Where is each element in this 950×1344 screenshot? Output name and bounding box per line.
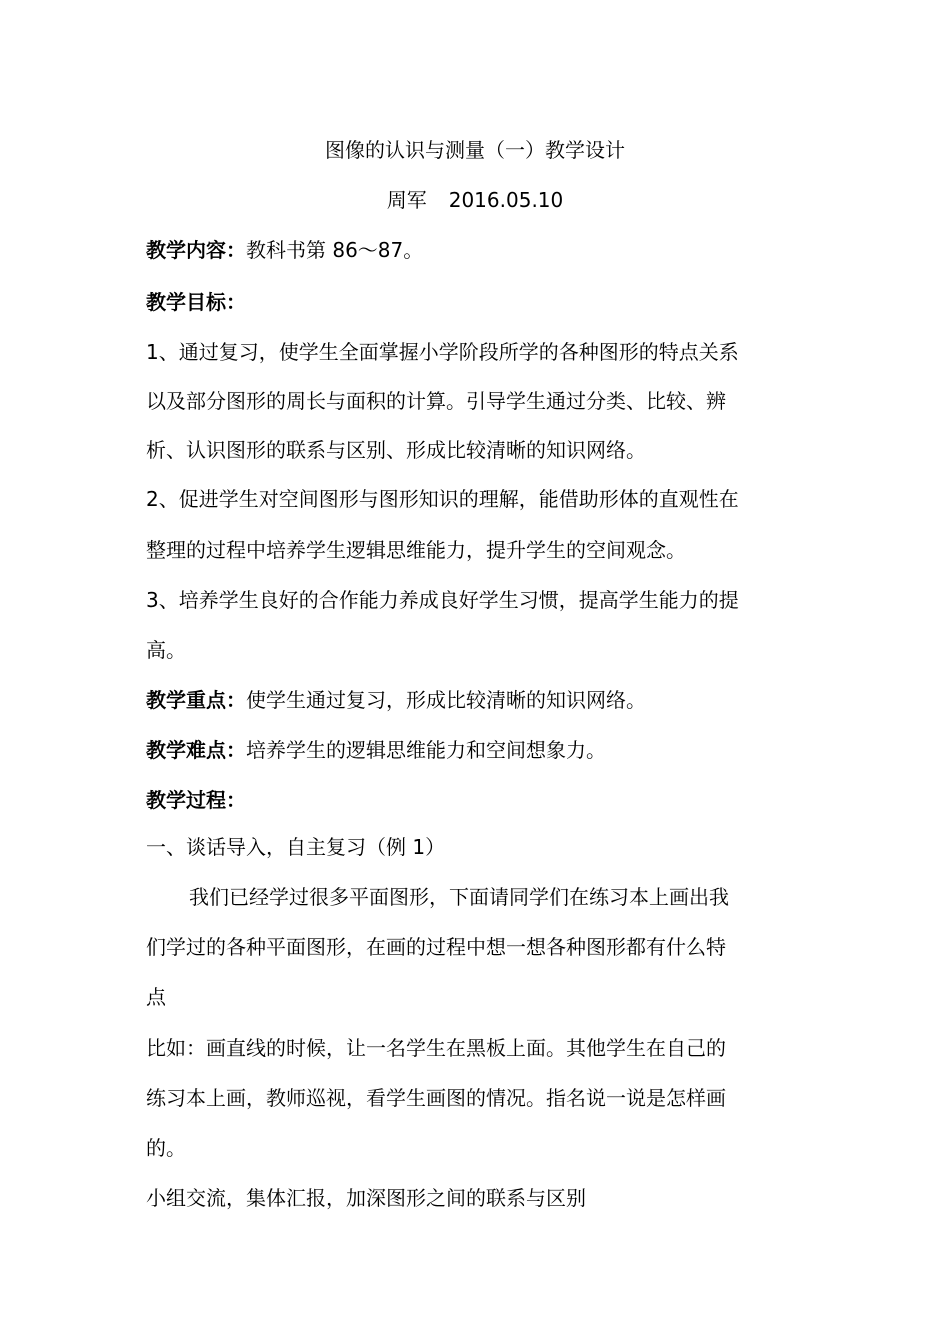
teaching-goals-label: 教学目标： <box>146 290 246 314</box>
process-line: 点 <box>146 985 166 1009</box>
goal-line: 高。 <box>146 638 186 662</box>
process-line: 我们已经学过很多平面图形，下面请同学们在练习本上画出我 <box>189 885 729 909</box>
teaching-content <box>146 236 816 264</box>
process-line: 小组交流，集体汇报，加深图形之间的联系与区别 <box>146 1186 586 1210</box>
teaching-difficulty-label: 教学难点： <box>146 738 246 762</box>
teaching-process-label: 教学过程： <box>146 788 246 812</box>
teaching-difficulty-text: 培养学生的逻辑思维能力和空间想象力。 <box>246 738 606 762</box>
goal-line: 3、培养学生良好的合作能力养成良好学生习惯，提高学生能力的提 <box>146 588 739 612</box>
author-date-line <box>0 186 950 214</box>
teaching-focus <box>146 686 816 714</box>
process-line: 比如：画直线的时候，让一名学生在黑板上面。其他学生在自己的 <box>146 1036 726 1060</box>
document-date: 2016.05.10 <box>448 188 564 212</box>
teaching-difficulty <box>146 736 816 764</box>
process-line: 练习本上画，教师巡视，看学生画图的情况。指名说一说是怎样画 <box>146 1086 726 1110</box>
teaching-content-label: 教学内容： <box>146 238 246 262</box>
document-title: 图像的认识与测量（一）教学设计 <box>325 138 625 162</box>
goal-line: 1、通过复习，使学生全面掌握小学阶段所学的各种图形的特点关系 <box>146 340 739 364</box>
goal-line: 2、促进学生对空间图形与图形知识的理解，能借助形体的直观性在 <box>146 487 739 511</box>
teaching-focus-label: 教学重点： <box>146 688 246 712</box>
process-line: 的。 <box>146 1136 186 1160</box>
goal-line: 析、认识图形的联系与区别、形成比较清晰的知识网络。 <box>146 438 646 462</box>
teaching-content-text: 教科书第 86～87。 <box>246 238 424 262</box>
author-name: 周军 <box>386 188 427 212</box>
teaching-focus-text: 使学生通过复习，形成比较清晰的知识网络。 <box>246 688 646 712</box>
goal-line: 整理的过程中培养学生逻辑思维能力，提升学生的空间观念。 <box>146 538 686 562</box>
process-line: 一、谈话导入，自主复习（例 1） <box>146 835 446 859</box>
goal-line: 以及部分图形的周长与面积的计算。引导学生通过分类、比较、辨 <box>146 389 726 413</box>
process-line: 们学过的各种平面图形，在画的过程中想一想各种图形都有什么特 <box>146 935 726 959</box>
